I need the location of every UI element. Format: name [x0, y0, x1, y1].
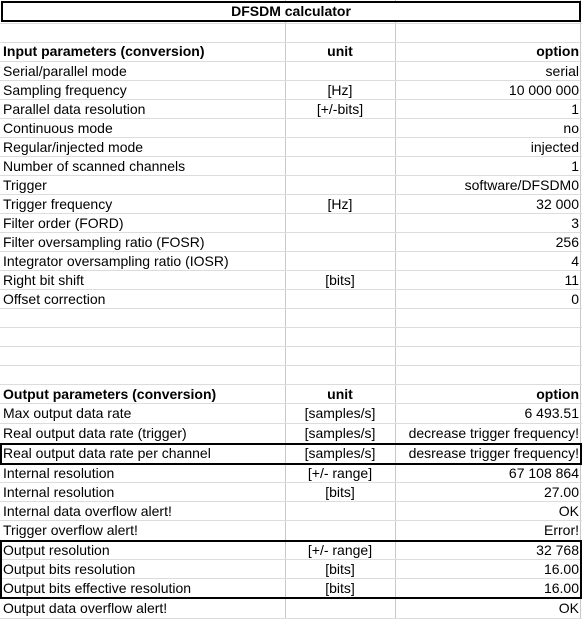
param-value[interactable]: 256 [555, 234, 579, 250]
result-name[interactable]: Output bits effective resolution [3, 580, 192, 596]
param-value[interactable]: 4 [571, 253, 579, 269]
result-value[interactable]: 6 493.51 [524, 405, 579, 421]
result-name[interactable]: Internal resolution [3, 465, 115, 481]
param-name[interactable]: Number of scanned channels [3, 158, 186, 174]
output-header-unit[interactable]: unit [327, 386, 353, 402]
output-header-value[interactable]: option [536, 386, 579, 402]
table-row [0, 404, 582, 423]
result-unit[interactable]: [samples/s] [304, 425, 376, 441]
input-header-unit[interactable]: unit [327, 43, 353, 59]
param-value[interactable]: 1 [571, 158, 579, 174]
row-divider [0, 23, 582, 24]
result-value[interactable]: 67 108 864 [508, 465, 579, 481]
result-value[interactable]: decrease trigger frequency! [408, 425, 579, 441]
param-value[interactable]: no [563, 120, 579, 136]
param-value[interactable]: 10 000 000 [508, 82, 579, 98]
result-value[interactable]: 27.00 [543, 484, 579, 500]
param-value[interactable]: 11 [564, 272, 579, 288]
param-name[interactable]: Sampling frequency [3, 82, 127, 98]
table-row [0, 252, 582, 271]
param-unit[interactable] [285, 62, 395, 81]
param-name[interactable]: Filter oversampling ratio (FOSR) [3, 234, 205, 250]
param-unit[interactable]: [+/-bits] [316, 101, 364, 117]
param-value[interactable]: 3 [571, 215, 579, 231]
param-name[interactable]: Offset correction [3, 291, 106, 307]
param-name[interactable]: Continuous mode [3, 120, 113, 136]
table-row [0, 464, 582, 483]
param-name[interactable]: Regular/injected mode [3, 139, 144, 155]
param-value[interactable]: 1 [571, 101, 579, 117]
param-unit[interactable] [285, 157, 395, 176]
param-name[interactable]: Parallel data resolution [3, 101, 146, 117]
table-row [0, 502, 582, 521]
table-row [0, 560, 582, 579]
param-unit[interactable] [285, 214, 395, 233]
table-row [0, 100, 582, 119]
param-value[interactable]: serial [545, 63, 579, 79]
table-row [0, 483, 582, 502]
row-divider [0, 346, 582, 347]
table-row [0, 81, 582, 100]
result-unit[interactable]: [bits] [325, 580, 355, 596]
param-name[interactable]: Filter order (FORD) [3, 215, 124, 231]
result-name[interactable]: Trigger overflow alert! [3, 522, 138, 538]
param-name[interactable]: Integrator oversampling ratio (IOSR) [3, 253, 229, 269]
result-name[interactable]: Real output data rate (trigger) [3, 425, 187, 441]
table-row [0, 599, 582, 618]
result-value[interactable]: OK [558, 503, 579, 519]
table-row [0, 541, 582, 560]
result-name[interactable]: Internal resolution [3, 484, 115, 500]
param-value[interactable]: injected [530, 139, 579, 155]
result-unit[interactable] [285, 521, 395, 540]
result-unit[interactable] [285, 502, 395, 521]
result-name[interactable]: Output data overflow alert! [3, 600, 168, 616]
result-name[interactable]: Real output data rate per channel [3, 445, 211, 461]
table-row [0, 62, 582, 81]
output-header-row [0, 385, 582, 404]
table-row [0, 119, 582, 138]
param-unit[interactable] [285, 252, 395, 271]
param-unit[interactable] [285, 138, 395, 157]
result-unit[interactable]: [+/- range] [307, 465, 373, 481]
param-unit[interactable] [285, 119, 395, 138]
param-unit[interactable]: [Hz] [327, 82, 353, 98]
result-unit[interactable]: [+/- range] [307, 542, 373, 558]
result-value[interactable]: desrease trigger frequency! [408, 445, 579, 461]
result-name[interactable]: Internal data overflow alert! [3, 503, 172, 519]
param-name[interactable]: Right bit shift [3, 272, 84, 288]
param-value[interactable]: software/DFSDM0 [464, 177, 579, 193]
row-divider [0, 365, 582, 366]
result-unit[interactable]: [samples/s] [304, 445, 376, 461]
output-header-name[interactable]: Output parameters (conversion) [3, 386, 217, 402]
param-unit[interactable]: [bits] [325, 272, 355, 288]
result-name[interactable]: Output bits resolution [3, 561, 136, 577]
param-value[interactable]: 0 [571, 291, 579, 307]
input-header-name[interactable]: Input parameters (conversion) [3, 43, 205, 59]
input-header-row [0, 42, 582, 61]
result-value[interactable]: 16.00 [543, 561, 579, 577]
table-row [0, 521, 582, 540]
table-row [0, 195, 582, 214]
table-row [0, 233, 582, 252]
param-unit[interactable] [285, 290, 395, 309]
table-row [0, 271, 582, 290]
result-value[interactable]: 16.00 [543, 580, 579, 596]
param-value[interactable]: 32 000 [536, 196, 579, 212]
result-value[interactable]: OK [558, 600, 579, 616]
param-unit[interactable]: [Hz] [327, 196, 353, 212]
result-unit[interactable]: [samples/s] [304, 405, 376, 421]
result-value[interactable]: 32 768 [536, 542, 579, 558]
result-value[interactable]: Error! [544, 522, 579, 538]
param-unit[interactable] [285, 176, 395, 195]
table-row [0, 424, 582, 443]
table-row [0, 214, 582, 233]
input-header-value[interactable]: option [536, 43, 579, 59]
table-row [0, 444, 582, 463]
row-divider [0, 327, 582, 328]
table-row [0, 290, 582, 309]
result-name[interactable]: Output resolution [3, 542, 110, 558]
param-name[interactable]: Trigger frequency [3, 196, 113, 212]
table-row [0, 138, 582, 157]
result-name[interactable]: Max output data rate [3, 405, 132, 421]
table-row [0, 176, 582, 195]
param-unit[interactable] [285, 233, 395, 252]
result-unit[interactable]: [bits] [325, 484, 355, 500]
param-name[interactable]: Trigger [3, 177, 47, 193]
result-unit[interactable] [285, 599, 395, 618]
sheet-title: DFSDM calculator [1, 1, 581, 22]
table-row [0, 579, 582, 598]
param-name[interactable]: Serial/parallel mode [3, 63, 127, 79]
table-row [0, 157, 582, 176]
result-unit[interactable]: [bits] [325, 561, 355, 577]
